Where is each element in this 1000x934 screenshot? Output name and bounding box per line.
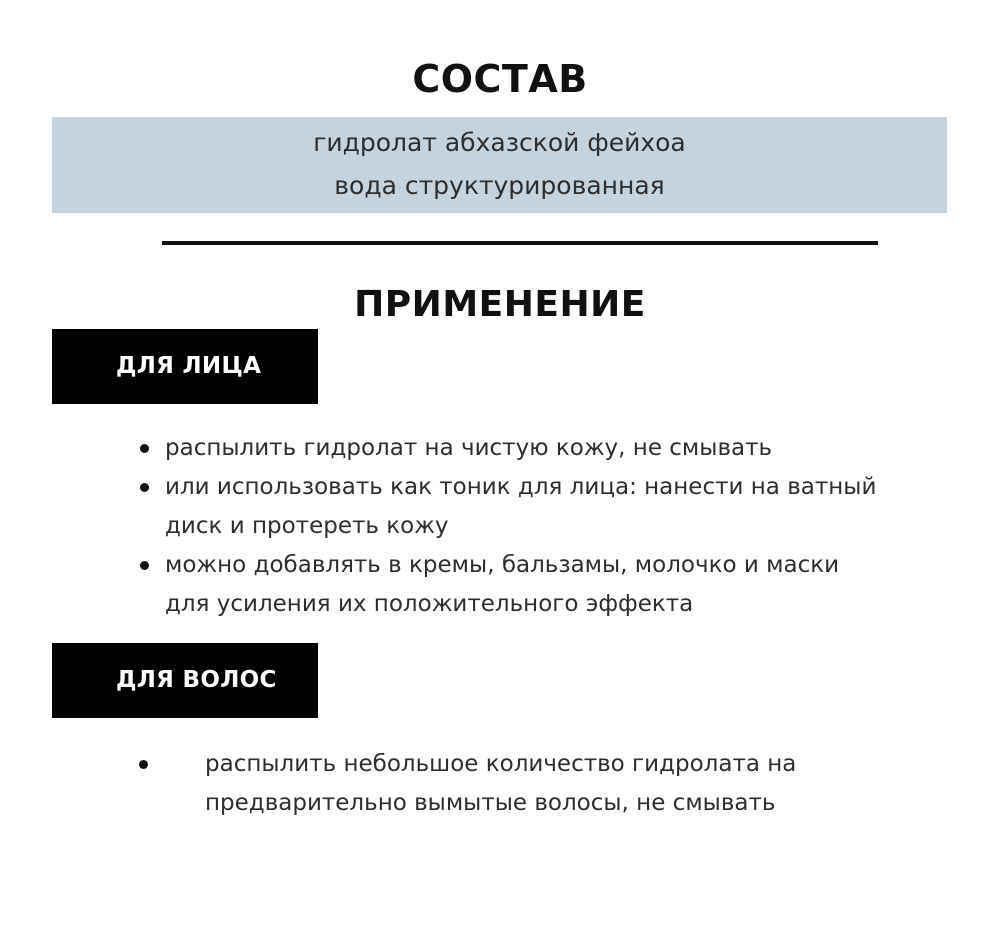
bullet-icon [140, 444, 149, 453]
face-section-label: ДЛЯ ЛИЦА [52, 329, 318, 404]
composition-band [52, 117, 947, 213]
composition-title: СОСТАВ [412, 57, 588, 101]
bullet-icon [140, 561, 149, 570]
list-item-text: распылить небольшое количество гидролата на предварительно вымытые волосы, не смывать [205, 751, 797, 816]
section-divider [162, 241, 878, 245]
list-item [165, 468, 885, 546]
usage-title: ПРИМЕНЕНИЕ [354, 284, 646, 325]
bullet-icon [140, 483, 149, 492]
list-item-text: распылить гидролат на чистую кожу, не смывать [165, 435, 773, 461]
list-item [205, 745, 905, 823]
list-item-text: или использовать как тоник для лица: нанести на ватный диск и протереть кожу [165, 474, 877, 539]
list-item [165, 429, 885, 468]
list-item [165, 546, 885, 624]
composition-ingredient: гидролат абхазской фейхоа [313, 128, 686, 157]
list-item-text: можно добавлять в кремы, бальзамы, молочко и маски для усиления их положительного эффекта [165, 552, 840, 617]
hair-usage-list [205, 745, 905, 823]
bullet-icon [139, 760, 148, 769]
face-usage-list [165, 429, 885, 624]
hair-section-label: ДЛЯ ВОЛОС [52, 643, 318, 718]
composition-ingredient: вода структурированная [334, 171, 665, 200]
